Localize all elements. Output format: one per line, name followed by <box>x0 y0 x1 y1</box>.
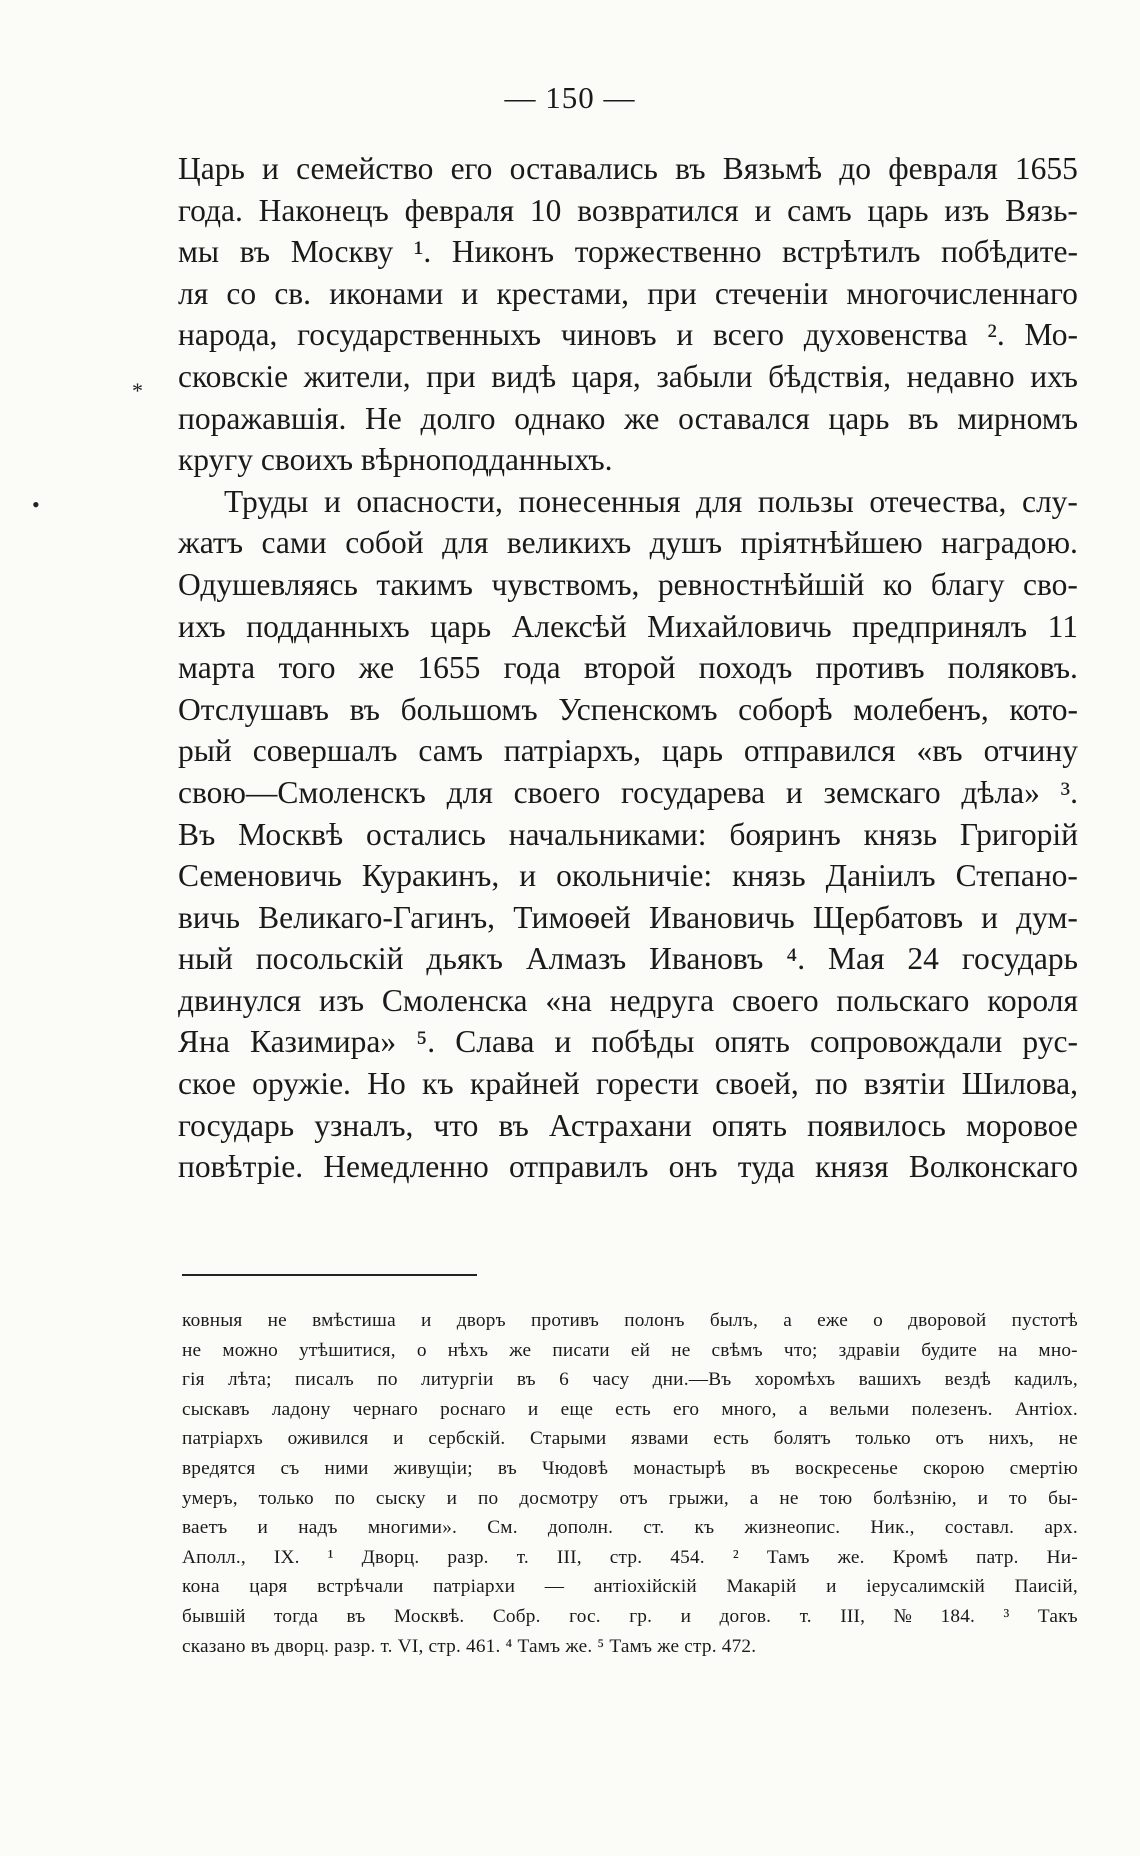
text-line: Яна Казимира» ⁵. Слава и побѣды опять сопровождали рус- <box>178 1024 1078 1060</box>
text-line: ный посольскій дьякъ Алмазъ Ивановъ ⁴. Мая 24 государь <box>178 941 1078 977</box>
margin-star-mark: * <box>132 378 143 403</box>
text-line: мы въ Москву ¹. Никонъ торжественно встрѣтилъ побѣдите- <box>178 234 1078 270</box>
text-line: Отслушавъ въ большомъ Успенскомъ соборѣ молебенъ, кото- <box>178 691 1078 727</box>
text-line: поражавшія. Не долго однако же оставался царь въ мирномъ <box>178 400 1078 436</box>
text-line: ихъ подданныхъ царь Алексѣй Михайловичь предпринялъ 11 <box>178 608 1078 644</box>
text-line: двинулся изъ Смоленска «на недруга своего польскаго короля <box>178 982 1078 1018</box>
footnote-line: не можно утѣшитися, о нѣхъ же писати ей не свѣмъ что; здравіи будите на мно- <box>182 1339 1078 1361</box>
text-line: рый совершалъ самъ патріархъ, царь отправился «въ отчину <box>178 733 1078 769</box>
footnote-line: ковныя не вмѣстиша и дворъ противъ полонъ былъ, а еже о дворовой пустотѣ <box>182 1310 1078 1331</box>
text-line: года. Наконецъ февраля 10 возвратился и самъ царь изъ Вязь- <box>178 192 1078 228</box>
text-line: Въ Москвѣ остались начальниками: бояринъ князь Григорій <box>178 816 1078 852</box>
page-number: — 150 — <box>504 80 636 115</box>
text-line: Семеновичь Куракинъ, и окольничіе: князь Даніилъ Степано- <box>178 858 1078 894</box>
footnote-line: кона царя встрѣчали патріархи — антіохійскій Макарій и іерусалимскій Паисій, <box>182 1576 1078 1598</box>
text-line: сковскіе жители, при видѣ царя, забыли бѣдствія, недавно ихъ <box>178 358 1078 394</box>
text-line: народа, государственныхъ чиновъ и всего духовенства ². Мо- <box>178 317 1078 353</box>
footnote-line: бывшій тогда въ Москвѣ. Собр. гос. гр. и догов. т. III, № 184. ³ Такъ <box>182 1605 1078 1627</box>
footnote-line: вредятся съ ними живущіи; въ Чюдовѣ монастырѣ въ воскресенье скорою смертію <box>182 1457 1078 1479</box>
footnote-line: умеръ, только по сыску и по досмотру отъ грыжи, а не тою болѣзнію, и то бы- <box>182 1487 1078 1509</box>
text-line: Царь и семейство его оставались въ Вязьмѣ до февраля 1655 <box>178 151 1078 186</box>
text-line: жатъ сами собой для великихъ душъ пріятнѣйшею наградою. <box>178 525 1078 561</box>
text-line: свою—Смоленскъ для своего государева и земскаго дѣла» ³. <box>178 774 1078 810</box>
text-line: вичь Великаго-Гагинъ, Тимоѳей Ивановичь Щербатовъ и дум- <box>178 899 1078 935</box>
footnote-line: ваетъ и надъ многими». См. дополн. ст. къ жизнеопис. Ник., составл. арх. <box>182 1517 1078 1539</box>
footnote-line: патріархъ оживился и сербскій. Старыми язвами есть болятъ только отъ нихъ, не <box>182 1428 1078 1450</box>
text-line: ля со св. иконами и крестами, при стеченіи многочисленнаго <box>178 275 1078 311</box>
footnote-line: Аполл., IX. ¹ Дворц. разр. т. III, стр. 454. ² Тамъ же. Кромѣ патр. Ни- <box>182 1546 1078 1568</box>
text-line: повѣтріе. Немедленно отправилъ онъ туда князя Волконскаго <box>178 1149 1078 1185</box>
text-line: марта того же 1655 года второй походъ противъ поляковъ. <box>178 650 1078 686</box>
text-line: ское оружіе. Но къ крайней горести своей, по взятіи Шилова, <box>178 1066 1078 1102</box>
main-text <box>178 148 1078 1188</box>
text-line: Одушевляясь такимъ чувствомъ, ревностнѣйшій ко благу сво- <box>178 566 1078 602</box>
footnote-line: сыскавъ ладону чернаго роснаго и еще есть его много, а вельми полезенъ. Антіох. <box>182 1398 1078 1420</box>
margin-dot-mark: • <box>32 492 40 517</box>
footnotes <box>182 1306 1078 1661</box>
text-line: государь узналъ, что въ Астрахани опять появилось моровое <box>178 1107 1078 1143</box>
paragraph-end-line: кругу своихъ вѣрноподданныхъ. <box>178 442 613 478</box>
footnote-line: гія лѣта; писалъ по литургіи въ 6 часу дни.—Въ хоромѣхъ вашихъ вездѣ кадилъ, <box>182 1369 1078 1391</box>
footnote-divider <box>182 1274 477 1276</box>
footnote-line: сказано въ дворц. разр. т. VI, стр. 461. ⁴ Тамъ же. ⁵ Тамъ же стр. 472. <box>182 1635 757 1657</box>
paragraph-start-line: Труды и опасности, понесенныя для пользы отечества, слу- <box>224 483 1078 519</box>
